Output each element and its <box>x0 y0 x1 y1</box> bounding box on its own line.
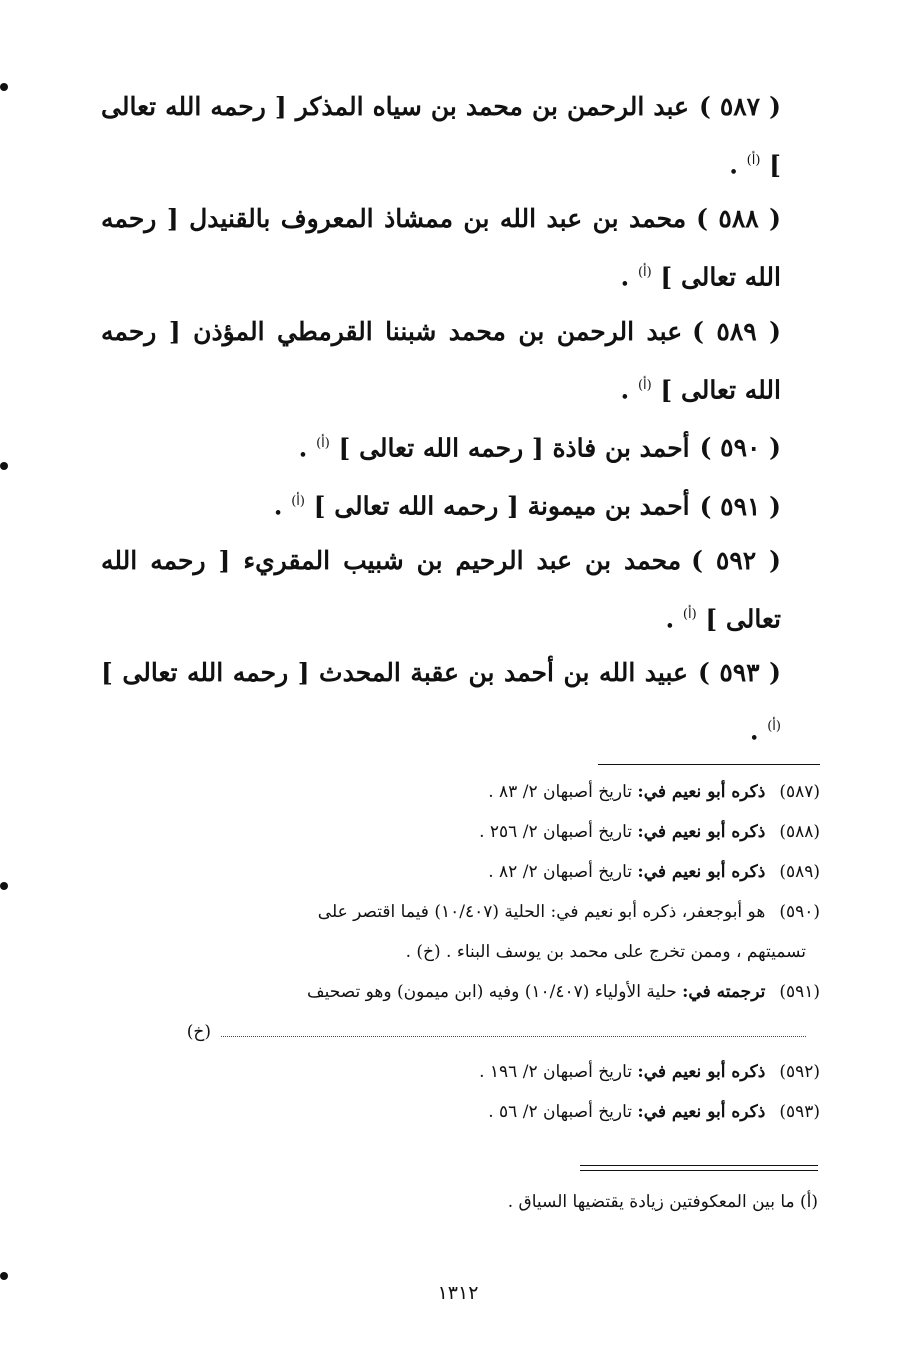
entry-number: ( ٥٩٠ ) <box>699 433 781 463</box>
footnote-lead: ترجمته في: <box>682 982 766 1002</box>
footnote-separator <box>598 764 820 765</box>
entry-number: ( ٥٨٨ ) <box>696 204 781 234</box>
page-number: ١٣١٢ <box>437 1282 479 1304</box>
footnote-number: (٥٩١) <box>779 982 820 1002</box>
footnote-lead: ذكره أبو نعيم في: <box>637 822 766 842</box>
note-marker: (أ) <box>746 153 761 168</box>
footnote-number: (٥٨٨) <box>779 822 820 842</box>
entry-text: عبيد الله بن أحمد بن عقبة المحدث [ رحمه الله تعالى ] <box>101 657 688 687</box>
footnote-590 <box>110 892 820 972</box>
footnote-text: تاريخ أصبهان ٢/ ٥٦ . <box>488 1102 633 1122</box>
footnote-591 <box>110 972 820 1052</box>
entry-text: محمد بن عبد الله بن ممشاذ المعروف بالقنيدل [ رحمه الله تعالى ] <box>101 204 781 292</box>
note-marker: (أ) <box>767 718 781 734</box>
entry-589 <box>101 305 781 417</box>
footnote-number: (٥٩٢) <box>779 1062 820 1082</box>
footnote-continuation: (خ) <box>186 1022 211 1042</box>
editor-note: (أ) ما بين المعكوفتين زيادة يقتضيها السياق . <box>507 1192 818 1212</box>
entry-number: ( ٥٩٣ ) <box>697 657 781 687</box>
footnotes <box>110 772 820 1132</box>
editor-note-separator <box>580 1165 818 1171</box>
entry-number: ( ٥٩١ ) <box>699 491 781 521</box>
footnote-589 <box>110 852 820 892</box>
entry-number: ( ٥٩٢ ) <box>691 545 781 575</box>
scan-mark <box>0 1272 8 1280</box>
footnote-592 <box>110 1052 820 1092</box>
note-marker: (أ) <box>637 377 652 393</box>
footnote-text: تاريخ أصبهان ٢/ ٨٢ . <box>488 862 633 882</box>
dotted-leader <box>221 1028 806 1037</box>
entry-593 <box>101 646 781 758</box>
note-marker: (أ) <box>682 606 697 622</box>
note-marker: (أ) <box>291 494 305 510</box>
entry-end: . <box>273 491 292 521</box>
scan-mark <box>0 462 8 470</box>
footnote-text: حلية الأولياء (١٠/٤٠٧) وفيه (ابن ميمون) وهو تصحيف <box>307 982 677 1002</box>
entry-587 <box>101 80 781 192</box>
footnote-text: تاريخ أصبهان ٢/ ٨٣ . <box>488 782 633 802</box>
footnote-lead: ذكره أبو نعيم في: <box>637 1102 766 1122</box>
entry-text: عبد الرحمن بن محمد شبننا القرمطي المؤذن [ رحمه الله تعالى ] <box>101 316 781 404</box>
footnote-lead: ذكره أبو نعيم في: <box>637 1062 766 1082</box>
note-marker: (أ) <box>637 265 652 281</box>
entry-end: . <box>665 603 683 633</box>
entry-end: . <box>729 150 747 180</box>
scan-mark <box>0 83 8 91</box>
footnote-588 <box>110 812 820 852</box>
entry-592 <box>101 534 781 646</box>
entry-end: . <box>620 262 638 292</box>
footnote-text: هو أبوجعفر، ذكره أبو نعيم في: الحلية (١٠/٤٠٧) فيما اقتصر على <box>317 902 766 922</box>
entry-text: عبد الرحمن بن محمد بن سياه المذكر [ رحمه الله تعالى ] <box>101 92 781 180</box>
footnote-number: (٥٩٠) <box>779 902 820 922</box>
note-marker: (أ) <box>316 435 330 451</box>
entry-text: أحمد بن ميمونة [ رحمه الله تعالى ] <box>313 491 690 521</box>
entry-588 <box>101 192 781 304</box>
entry-591 <box>101 475 781 533</box>
footnote-continuation: تسميتهم ، وممن تخرج على محمد بن يوسف البناء . (خ) . <box>405 942 806 962</box>
footnote-lead: ذكره أبو نعيم في: <box>637 782 766 802</box>
entry-text: محمد بن عبد الرحيم بن شبيب المقريء [ رحمه الله تعالى ] <box>101 545 781 633</box>
entry-end: . <box>749 716 768 746</box>
footnote-587 <box>110 772 820 812</box>
entry-end: . <box>620 374 638 404</box>
footnote-text: تاريخ أصبهان ٢/ ١٩٦ . <box>479 1062 633 1082</box>
entry-end: . <box>298 433 317 463</box>
footnote-number: (٥٨٧) <box>779 782 820 802</box>
footnote-continuation-line <box>110 1012 820 1052</box>
footnote-593 <box>110 1092 820 1132</box>
entry-590 <box>101 417 781 475</box>
biography-entries <box>101 80 781 758</box>
scan-mark <box>0 882 8 890</box>
footnote-lead: ذكره أبو نعيم في: <box>637 862 766 882</box>
entry-number: ( ٥٨٩ ) <box>692 316 781 346</box>
entry-text: أحمد بن فاذة [ رحمه الله تعالى ] <box>338 433 690 463</box>
footnote-text: تاريخ أصبهان ٢/ ٢٥٦ . <box>479 822 633 842</box>
footnote-number: (٥٩٣) <box>779 1102 820 1122</box>
footnote-number: (٥٨٩) <box>779 862 820 882</box>
entry-number: ( ٥٨٧ ) <box>698 92 781 121</box>
